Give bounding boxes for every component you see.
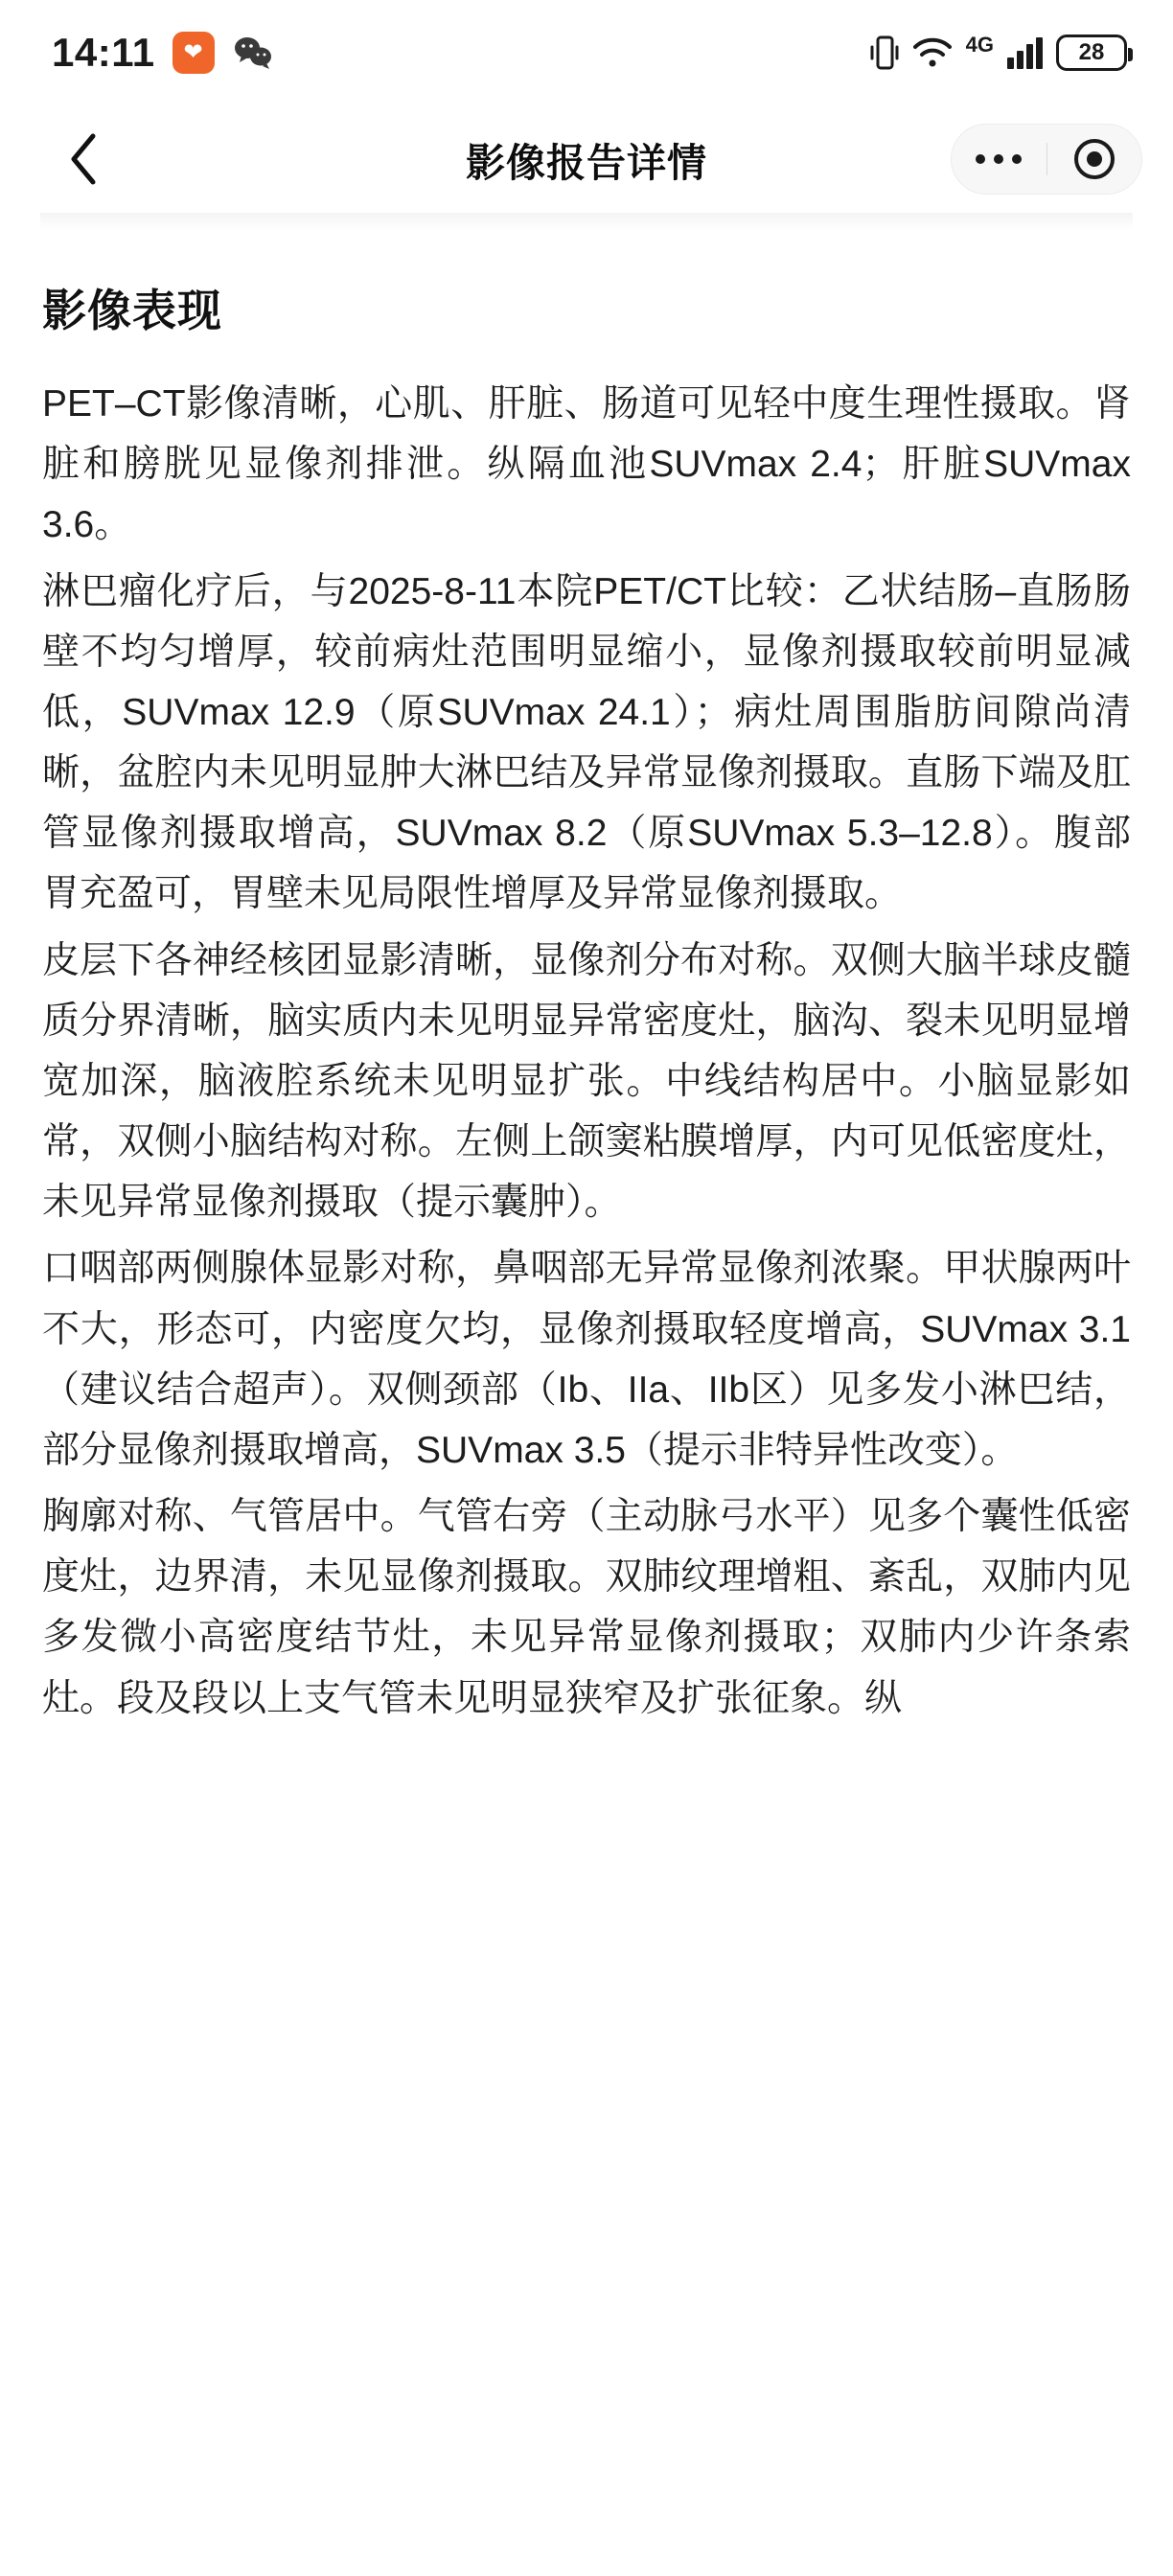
status-bar-left (52, 30, 274, 76)
target-circle-icon (1074, 139, 1115, 179)
battery-level: 28 (1078, 39, 1105, 65)
status-bar (0, 0, 1173, 105)
close-miniprogram-button[interactable] (1047, 125, 1142, 194)
battery-icon (1056, 34, 1127, 71)
report-paragraph: 口咽部两侧腺体显影对称，鼻咽部无异常显像剂浓聚。甲状腺两叶不大，形态可，内密度欠均，显像剂摄取轻度增高，SUVmax 3.1（建议结合超声）。双侧颈部（Ib、IIa、IIb区）见多发小淋巴结，部分显像剂摄取增高，SUVmax 3.5（提示非特异性改变）。 (42, 1248, 1131, 1471)
report-content (0, 230, 1173, 1729)
more-menu-button[interactable] (952, 125, 1046, 194)
section-title: 影像表现 (42, 286, 222, 335)
network-type-label: 4G (965, 33, 994, 57)
report-paragraph: PET–CT影像清晰，心肌、肝脏、肠道可见轻中度生理性摄取。肾脏和膀胱见显像剂排泄。纵隔血池SUVmax 2.4；肝脏SUVmax 3.6。 (42, 383, 1131, 546)
more-dots-icon (976, 154, 1022, 164)
wifi-icon (912, 36, 953, 69)
heart-glyph: ❤ (183, 39, 203, 65)
vibrate-icon (870, 34, 899, 71)
wechat-icon (232, 32, 274, 74)
nav-bar (0, 105, 1173, 213)
nav-shadow-divider (40, 213, 1133, 230)
status-bar-right (870, 34, 1127, 71)
back-button[interactable] (46, 121, 123, 197)
signal-icon (1007, 36, 1043, 69)
status-time: 14:11 (52, 30, 155, 75)
page-title: 影像报告详情 (466, 140, 707, 185)
report-paragraph: 皮层下各神经核团显影清晰，显像剂分布对称。双侧大脑半球皮髓质分界清晰，脑实质内未见明显异常密度灶，脑沟、裂未见明显增宽加深，脑液腔系统未见明显扩张。中线结构居中。小脑显影如常，双侧小脑结构对称。左侧上颌窦粘膜增厚，内可见低密度灶，未见异常显像剂摄取（提示囊肿）。 (42, 939, 1131, 1224)
chevron-left-icon (68, 131, 101, 187)
heart-app-icon (172, 32, 215, 74)
report-paragraph: 胸廓对称、气管居中。气管右旁（主动脉弓水平）见多个囊性低密度灶，边界清，未见显像剂摄取。双肺纹理增粗、紊乱，双肺内见多发微小高密度结节灶，未见异常显像剂摄取；双肺内少许条索灶。段及段以上支气管未见明显狭窄及扩张征象。纵 (42, 1496, 1131, 1719)
wechat-capsule (951, 124, 1142, 195)
report-paragraph: 淋巴瘤化疗后，与2025-8-11本院PET/CT比较：乙状结肠–直肠肠壁不均匀增厚，较前病灶范围明显缩小，显像剂摄取较前明显减低，SUVmax 12.9（原SUVmax 24.1）；病灶周围脂肪间隙尚清晰，盆腔内未见明显肿大淋巴结及异常显像剂摄取。直肠下端及肛管显像剂摄取增高，SUVmax 8.2（原SUVmax 5.3–12.8）。腹部胃充盈可，胃壁未见局限性增厚及异常显像剂摄取。 (42, 570, 1131, 915)
